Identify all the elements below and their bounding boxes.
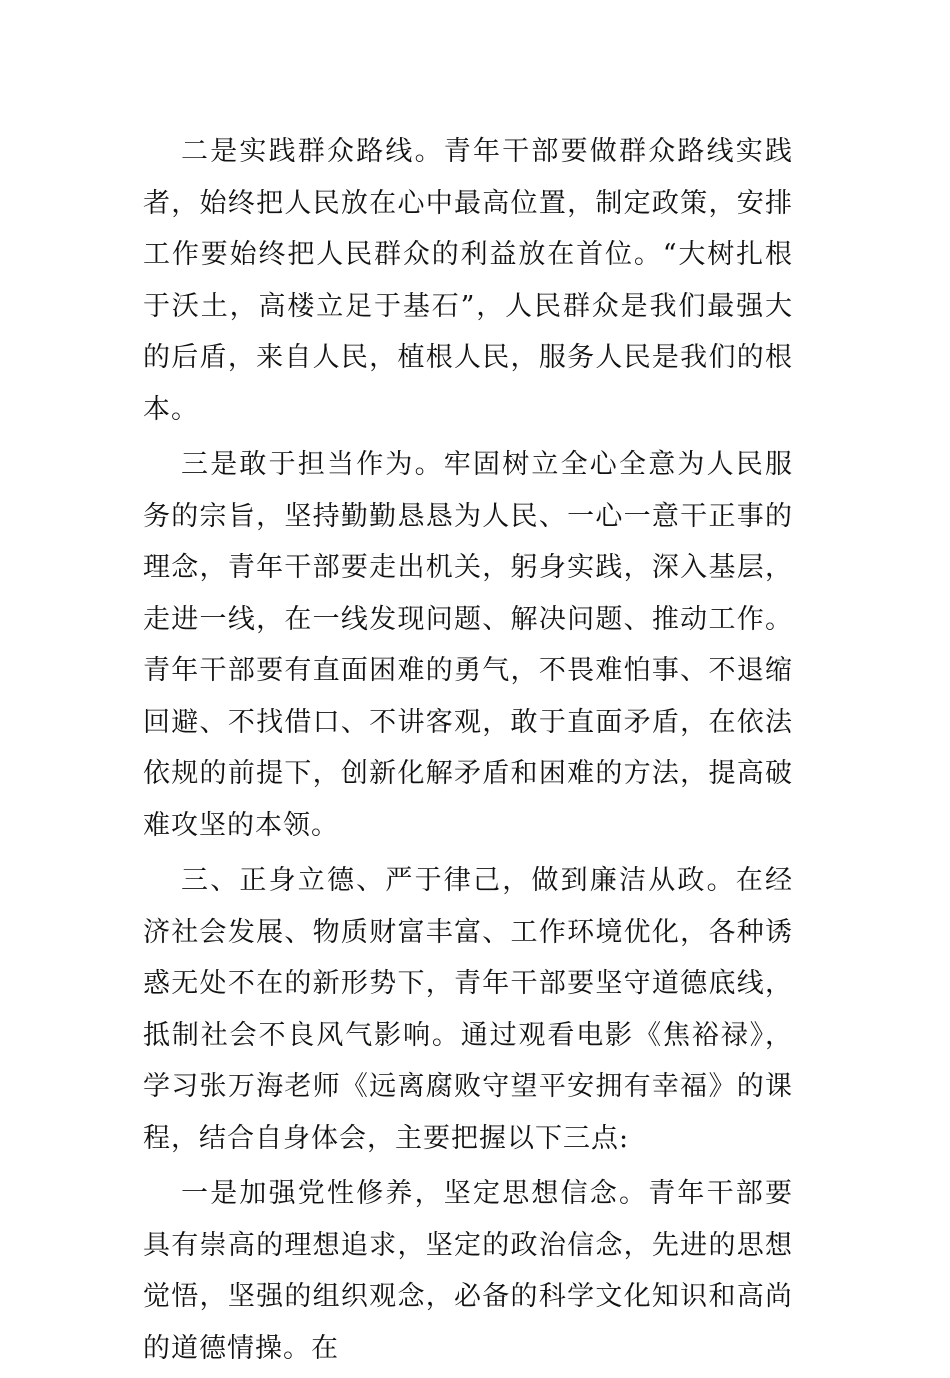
paragraph-dare-to-take-responsibility: 三是敢于担当作为。牢固树立全心全意为人民服务的宗旨，坚持勤勤恳恳为人民、一心一意干正事的理念，青年干部要走出机关，躬身实践，深入基层，走进一线，在一线发现问题、解决问题、推动工作。青年干部要有直面困难的勇气，不畏难怕事、不退缩回避、不找借口、不讲客观，敢于直面矛盾，在依法依规的前提下，创新化解矛盾和困难的方法，提高破难攻坚的本领。 xyxy=(143,449,793,841)
paragraph-party-spirit: 一是加强党性修养，坚定思想信念。青年干部要具有崇高的理想追求，坚定的政治信念，先进的思想觉悟，坚强的组织观念，必备的科学文化知识和高尚的道德情操。在 xyxy=(143,1178,793,1364)
paragraph-integrity-section-heading: 三、正身立德、严于律己，做到廉洁从政。在经济社会发展、物质财富丰富、工作环境优化，各种诱惑无处不在的新形势下，青年干部要坚守道德底线，抵制社会不良风气影响。通过观看电影《焦裕禄》，学习张万海老师《远离腐败守望平安拥有幸福》的课程，结合自身体会，主要把握以下三点: xyxy=(143,865,793,1154)
paragraph-practice-mass-line: 二是实践群众路线。青年干部要做群众路线实践者，始终把人民放在心中最高位置，制定政策，安排工作要始终把人民群众的利益放在首位。“大树扎根于沃土，高楼立足于基石”，人民群众是我们最强大的后盾，来自人民，植根人民，服务人民是我们的根本。 xyxy=(143,136,793,425)
document-body xyxy=(143,126,793,1378)
